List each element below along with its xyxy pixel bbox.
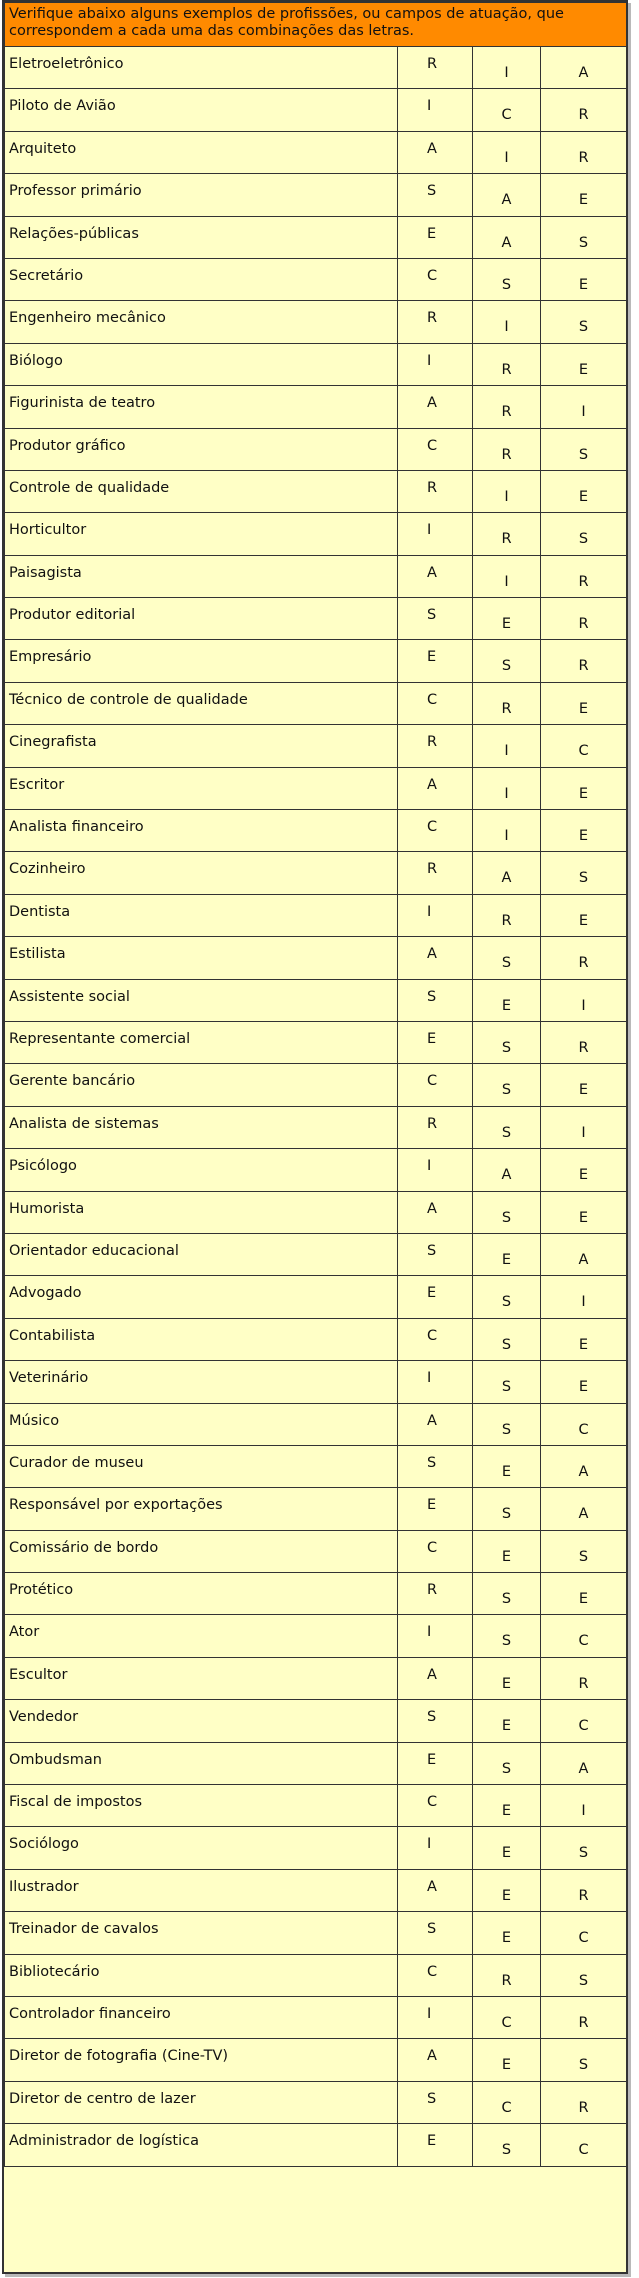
profession-name: Biólogo bbox=[5, 343, 398, 385]
letter-2: E bbox=[473, 1912, 541, 1954]
letter-3: C bbox=[541, 1615, 627, 1657]
letter-1: I bbox=[398, 894, 473, 936]
letter-2: A bbox=[473, 852, 541, 894]
table-row bbox=[5, 301, 627, 343]
table-row bbox=[5, 725, 627, 767]
table-header-row bbox=[5, 3, 627, 47]
letter-3: E bbox=[541, 174, 627, 216]
letter-2: R bbox=[473, 428, 541, 470]
letter-1: C bbox=[398, 1785, 473, 1827]
letter-3: E bbox=[541, 1573, 627, 1615]
table-row bbox=[5, 767, 627, 809]
letter-1: A bbox=[398, 937, 473, 979]
letter-1: S bbox=[398, 598, 473, 640]
profession-name: Estilista bbox=[5, 937, 398, 979]
profession-name: Advogado bbox=[5, 1276, 398, 1318]
letter-2: E bbox=[473, 1785, 541, 1827]
letter-3: E bbox=[541, 1361, 627, 1403]
letter-1: R bbox=[398, 1106, 473, 1148]
letter-2: A bbox=[473, 174, 541, 216]
letter-1: C bbox=[398, 1954, 473, 1996]
table-row bbox=[5, 810, 627, 852]
profession-name: Produtor editorial bbox=[5, 598, 398, 640]
profession-name: Cinegrafista bbox=[5, 725, 398, 767]
table-row bbox=[5, 1827, 627, 1869]
table-row bbox=[5, 1912, 627, 1954]
profession-name: Escultor bbox=[5, 1657, 398, 1699]
letter-1: E bbox=[398, 1742, 473, 1784]
table-row bbox=[5, 1106, 627, 1148]
letter-2: E bbox=[473, 1233, 541, 1275]
table-row bbox=[5, 1869, 627, 1911]
letter-2: E bbox=[473, 1530, 541, 1572]
table-row bbox=[5, 1785, 627, 1827]
letter-1: S bbox=[398, 174, 473, 216]
profession-name: Cozinheiro bbox=[5, 852, 398, 894]
letter-2: E bbox=[473, 1445, 541, 1487]
table-row bbox=[5, 216, 627, 258]
profession-name: Curador de museu bbox=[5, 1445, 398, 1487]
table-row bbox=[5, 258, 627, 300]
table-row bbox=[5, 470, 627, 512]
letter-1: C bbox=[398, 1318, 473, 1360]
letter-2: S bbox=[473, 640, 541, 682]
profession-name: Veterinário bbox=[5, 1361, 398, 1403]
letter-1: A bbox=[398, 386, 473, 428]
letter-3: A bbox=[541, 1488, 627, 1530]
letter-2: E bbox=[473, 979, 541, 1021]
table-row bbox=[5, 2039, 627, 2081]
letter-3: R bbox=[541, 555, 627, 597]
letter-3: E bbox=[541, 343, 627, 385]
profession-name: Vendedor bbox=[5, 1700, 398, 1742]
profession-name: Contabilista bbox=[5, 1318, 398, 1360]
profession-name: Orientador educacional bbox=[5, 1233, 398, 1275]
letter-3: S bbox=[541, 1954, 627, 1996]
letter-1: S bbox=[398, 2081, 473, 2123]
professions-table-frame bbox=[2, 0, 628, 2274]
table-row bbox=[5, 1233, 627, 1275]
letter-1: E bbox=[398, 1488, 473, 1530]
table-row bbox=[5, 343, 627, 385]
letter-2: R bbox=[473, 513, 541, 555]
profession-name: Comissário de bordo bbox=[5, 1530, 398, 1572]
table-row bbox=[5, 1403, 627, 1445]
letter-1: I bbox=[398, 1361, 473, 1403]
table-row bbox=[5, 386, 627, 428]
professions-table bbox=[4, 2, 627, 2167]
table-body bbox=[5, 47, 627, 2167]
table-row bbox=[5, 1191, 627, 1233]
letter-2: S bbox=[473, 258, 541, 300]
letter-3: R bbox=[541, 640, 627, 682]
profession-name: Produtor gráfico bbox=[5, 428, 398, 470]
letter-1: E bbox=[398, 2124, 473, 2166]
profession-name: Ombudsman bbox=[5, 1742, 398, 1784]
table-row bbox=[5, 894, 627, 936]
table-row bbox=[5, 682, 627, 724]
letter-3: I bbox=[541, 979, 627, 1021]
profession-name: Sociólogo bbox=[5, 1827, 398, 1869]
letter-1: C bbox=[398, 428, 473, 470]
profession-name: Escritor bbox=[5, 767, 398, 809]
table-row bbox=[5, 1996, 627, 2038]
table-row bbox=[5, 937, 627, 979]
letter-1: A bbox=[398, 1869, 473, 1911]
table-row bbox=[5, 2081, 627, 2123]
table-row bbox=[5, 1573, 627, 1615]
letter-1: R bbox=[398, 470, 473, 512]
letter-2: C bbox=[473, 1996, 541, 2038]
letter-1: C bbox=[398, 682, 473, 724]
letter-2: C bbox=[473, 89, 541, 131]
letter-2: R bbox=[473, 343, 541, 385]
letter-2: I bbox=[473, 555, 541, 597]
table-row bbox=[5, 1276, 627, 1318]
letter-1: I bbox=[398, 1615, 473, 1657]
profession-name: Músico bbox=[5, 1403, 398, 1445]
letter-3: R bbox=[541, 1869, 627, 1911]
letter-2: I bbox=[473, 470, 541, 512]
letter-3: R bbox=[541, 89, 627, 131]
letter-3: R bbox=[541, 1657, 627, 1699]
table-header-text: Verifique abaixo alguns exemplos de profissões, ou campos de atuação, que correspondem a cada uma das combinações das letras. bbox=[5, 3, 627, 47]
profession-name: Figurinista de teatro bbox=[5, 386, 398, 428]
letter-2: I bbox=[473, 725, 541, 767]
letter-1: I bbox=[398, 89, 473, 131]
letter-1: E bbox=[398, 216, 473, 258]
letter-1: I bbox=[398, 513, 473, 555]
profession-name: Técnico de controle de qualidade bbox=[5, 682, 398, 724]
letter-3: R bbox=[541, 1996, 627, 2038]
letter-3: C bbox=[541, 725, 627, 767]
letter-2: R bbox=[473, 894, 541, 936]
letter-3: E bbox=[541, 1149, 627, 1191]
letter-3: C bbox=[541, 1403, 627, 1445]
profession-name: Arquiteto bbox=[5, 131, 398, 173]
table-row bbox=[5, 47, 627, 89]
letter-2: S bbox=[473, 1276, 541, 1318]
profession-name: Administrador de logística bbox=[5, 2124, 398, 2166]
table-row bbox=[5, 2124, 627, 2166]
letter-1: A bbox=[398, 131, 473, 173]
letter-3: R bbox=[541, 2081, 627, 2123]
profession-name: Treinador de cavalos bbox=[5, 1912, 398, 1954]
letter-2: S bbox=[473, 937, 541, 979]
letter-3: R bbox=[541, 598, 627, 640]
table-row bbox=[5, 1530, 627, 1572]
profession-name: Engenheiro mecânico bbox=[5, 301, 398, 343]
letter-2: S bbox=[473, 1742, 541, 1784]
letter-3: S bbox=[541, 852, 627, 894]
letter-3: C bbox=[541, 1700, 627, 1742]
letter-1: R bbox=[398, 1573, 473, 1615]
profession-name: Dentista bbox=[5, 894, 398, 936]
table-row bbox=[5, 131, 627, 173]
letter-2: I bbox=[473, 131, 541, 173]
letter-3: A bbox=[541, 47, 627, 89]
letter-2: S bbox=[473, 1318, 541, 1360]
letter-3: E bbox=[541, 767, 627, 809]
table-row bbox=[5, 1021, 627, 1063]
letter-2: S bbox=[473, 1615, 541, 1657]
letter-2: I bbox=[473, 47, 541, 89]
letter-2: S bbox=[473, 1573, 541, 1615]
table-row bbox=[5, 1657, 627, 1699]
table-row bbox=[5, 1488, 627, 1530]
letter-3: A bbox=[541, 1742, 627, 1784]
letter-2: I bbox=[473, 810, 541, 852]
letter-2: S bbox=[473, 1064, 541, 1106]
profession-name: Paisagista bbox=[5, 555, 398, 597]
table-row bbox=[5, 555, 627, 597]
letter-2: S bbox=[473, 1106, 541, 1148]
letter-3: S bbox=[541, 216, 627, 258]
table-row bbox=[5, 1149, 627, 1191]
table-row bbox=[5, 979, 627, 1021]
letter-2: E bbox=[473, 2039, 541, 2081]
letter-2: E bbox=[473, 1700, 541, 1742]
letter-2: A bbox=[473, 216, 541, 258]
profession-name: Responsável por exportações bbox=[5, 1488, 398, 1530]
letter-1: E bbox=[398, 1021, 473, 1063]
letter-3: E bbox=[541, 1064, 627, 1106]
letter-2: S bbox=[473, 1191, 541, 1233]
letter-3: C bbox=[541, 2124, 627, 2166]
table-row bbox=[5, 1615, 627, 1657]
profession-name: Ator bbox=[5, 1615, 398, 1657]
profession-name: Gerente bancário bbox=[5, 1064, 398, 1106]
table-row bbox=[5, 1742, 627, 1784]
profession-name: Controle de qualidade bbox=[5, 470, 398, 512]
table-row bbox=[5, 640, 627, 682]
profession-name: Humorista bbox=[5, 1191, 398, 1233]
letter-2: S bbox=[473, 2124, 541, 2166]
table-row bbox=[5, 1361, 627, 1403]
profession-name: Psicólogo bbox=[5, 1149, 398, 1191]
table-row bbox=[5, 1318, 627, 1360]
letter-1: S bbox=[398, 1700, 473, 1742]
letter-2: R bbox=[473, 1954, 541, 1996]
letter-1: C bbox=[398, 258, 473, 300]
letter-1: A bbox=[398, 555, 473, 597]
table-row bbox=[5, 598, 627, 640]
letter-3: C bbox=[541, 1912, 627, 1954]
letter-3: A bbox=[541, 1445, 627, 1487]
letter-2: I bbox=[473, 301, 541, 343]
letter-2: E bbox=[473, 598, 541, 640]
table-row bbox=[5, 1064, 627, 1106]
table-row bbox=[5, 89, 627, 131]
letter-3: R bbox=[541, 131, 627, 173]
letter-2: S bbox=[473, 1021, 541, 1063]
profession-name: Fiscal de impostos bbox=[5, 1785, 398, 1827]
letter-3: E bbox=[541, 810, 627, 852]
letter-3: S bbox=[541, 1530, 627, 1572]
letter-1: R bbox=[398, 47, 473, 89]
profession-name: Controlador financeiro bbox=[5, 1996, 398, 2038]
letter-3: I bbox=[541, 1276, 627, 1318]
letter-1: E bbox=[398, 1276, 473, 1318]
letter-1: I bbox=[398, 1996, 473, 2038]
letter-3: R bbox=[541, 937, 627, 979]
letter-3: I bbox=[541, 1785, 627, 1827]
letter-1: C bbox=[398, 1064, 473, 1106]
letter-1: E bbox=[398, 640, 473, 682]
letter-3: S bbox=[541, 428, 627, 470]
letter-3: I bbox=[541, 386, 627, 428]
letter-1: S bbox=[398, 979, 473, 1021]
profession-name: Analista financeiro bbox=[5, 810, 398, 852]
profession-name: Eletroeletrônico bbox=[5, 47, 398, 89]
profession-name: Empresário bbox=[5, 640, 398, 682]
letter-2: S bbox=[473, 1361, 541, 1403]
profession-name: Ilustrador bbox=[5, 1869, 398, 1911]
letter-1: S bbox=[398, 1233, 473, 1275]
table-row bbox=[5, 1954, 627, 1996]
letter-3: E bbox=[541, 1318, 627, 1360]
profession-name: Bibliotecário bbox=[5, 1954, 398, 1996]
letter-1: I bbox=[398, 343, 473, 385]
letter-1: R bbox=[398, 725, 473, 767]
table-row bbox=[5, 852, 627, 894]
letter-3: E bbox=[541, 258, 627, 300]
letter-2: E bbox=[473, 1827, 541, 1869]
letter-2: S bbox=[473, 1488, 541, 1530]
letter-3: S bbox=[541, 301, 627, 343]
letter-3: S bbox=[541, 1827, 627, 1869]
letter-2: E bbox=[473, 1869, 541, 1911]
letter-2: R bbox=[473, 682, 541, 724]
letter-3: E bbox=[541, 470, 627, 512]
profession-name: Horticultor bbox=[5, 513, 398, 555]
letter-3: E bbox=[541, 894, 627, 936]
letter-1: A bbox=[398, 1657, 473, 1699]
letter-1: S bbox=[398, 1912, 473, 1954]
table-row bbox=[5, 513, 627, 555]
profession-name: Analista de sistemas bbox=[5, 1106, 398, 1148]
profession-name: Secretário bbox=[5, 258, 398, 300]
letter-1: A bbox=[398, 1191, 473, 1233]
profession-name: Representante comercial bbox=[5, 1021, 398, 1063]
letter-1: C bbox=[398, 810, 473, 852]
profession-name: Relações-públicas bbox=[5, 216, 398, 258]
table-row bbox=[5, 1700, 627, 1742]
profession-name: Assistente social bbox=[5, 979, 398, 1021]
profession-name: Diretor de centro de lazer bbox=[5, 2081, 398, 2123]
table-row bbox=[5, 1445, 627, 1487]
letter-3: R bbox=[541, 1021, 627, 1063]
profession-name: Piloto de Avião bbox=[5, 89, 398, 131]
profession-name: Diretor de fotografia (Cine-TV) bbox=[5, 2039, 398, 2081]
letter-1: S bbox=[398, 1445, 473, 1487]
letter-2: I bbox=[473, 767, 541, 809]
letter-1: C bbox=[398, 1530, 473, 1572]
letter-1: R bbox=[398, 852, 473, 894]
letter-1: A bbox=[398, 1403, 473, 1445]
letter-1: I bbox=[398, 1149, 473, 1191]
table-row bbox=[5, 174, 627, 216]
letter-2: R bbox=[473, 386, 541, 428]
letter-2: C bbox=[473, 2081, 541, 2123]
letter-2: A bbox=[473, 1149, 541, 1191]
letter-3: S bbox=[541, 2039, 627, 2081]
letter-3: E bbox=[541, 682, 627, 724]
letter-1: R bbox=[398, 301, 473, 343]
profession-name: Professor primário bbox=[5, 174, 398, 216]
letter-3: S bbox=[541, 513, 627, 555]
letter-3: E bbox=[541, 1191, 627, 1233]
letter-1: I bbox=[398, 1827, 473, 1869]
letter-3: A bbox=[541, 1233, 627, 1275]
letter-2: E bbox=[473, 1657, 541, 1699]
letter-2: S bbox=[473, 1403, 541, 1445]
profession-name: Protético bbox=[5, 1573, 398, 1615]
table-row bbox=[5, 428, 627, 470]
letter-1: A bbox=[398, 767, 473, 809]
letter-1: A bbox=[398, 2039, 473, 2081]
letter-3: I bbox=[541, 1106, 627, 1148]
